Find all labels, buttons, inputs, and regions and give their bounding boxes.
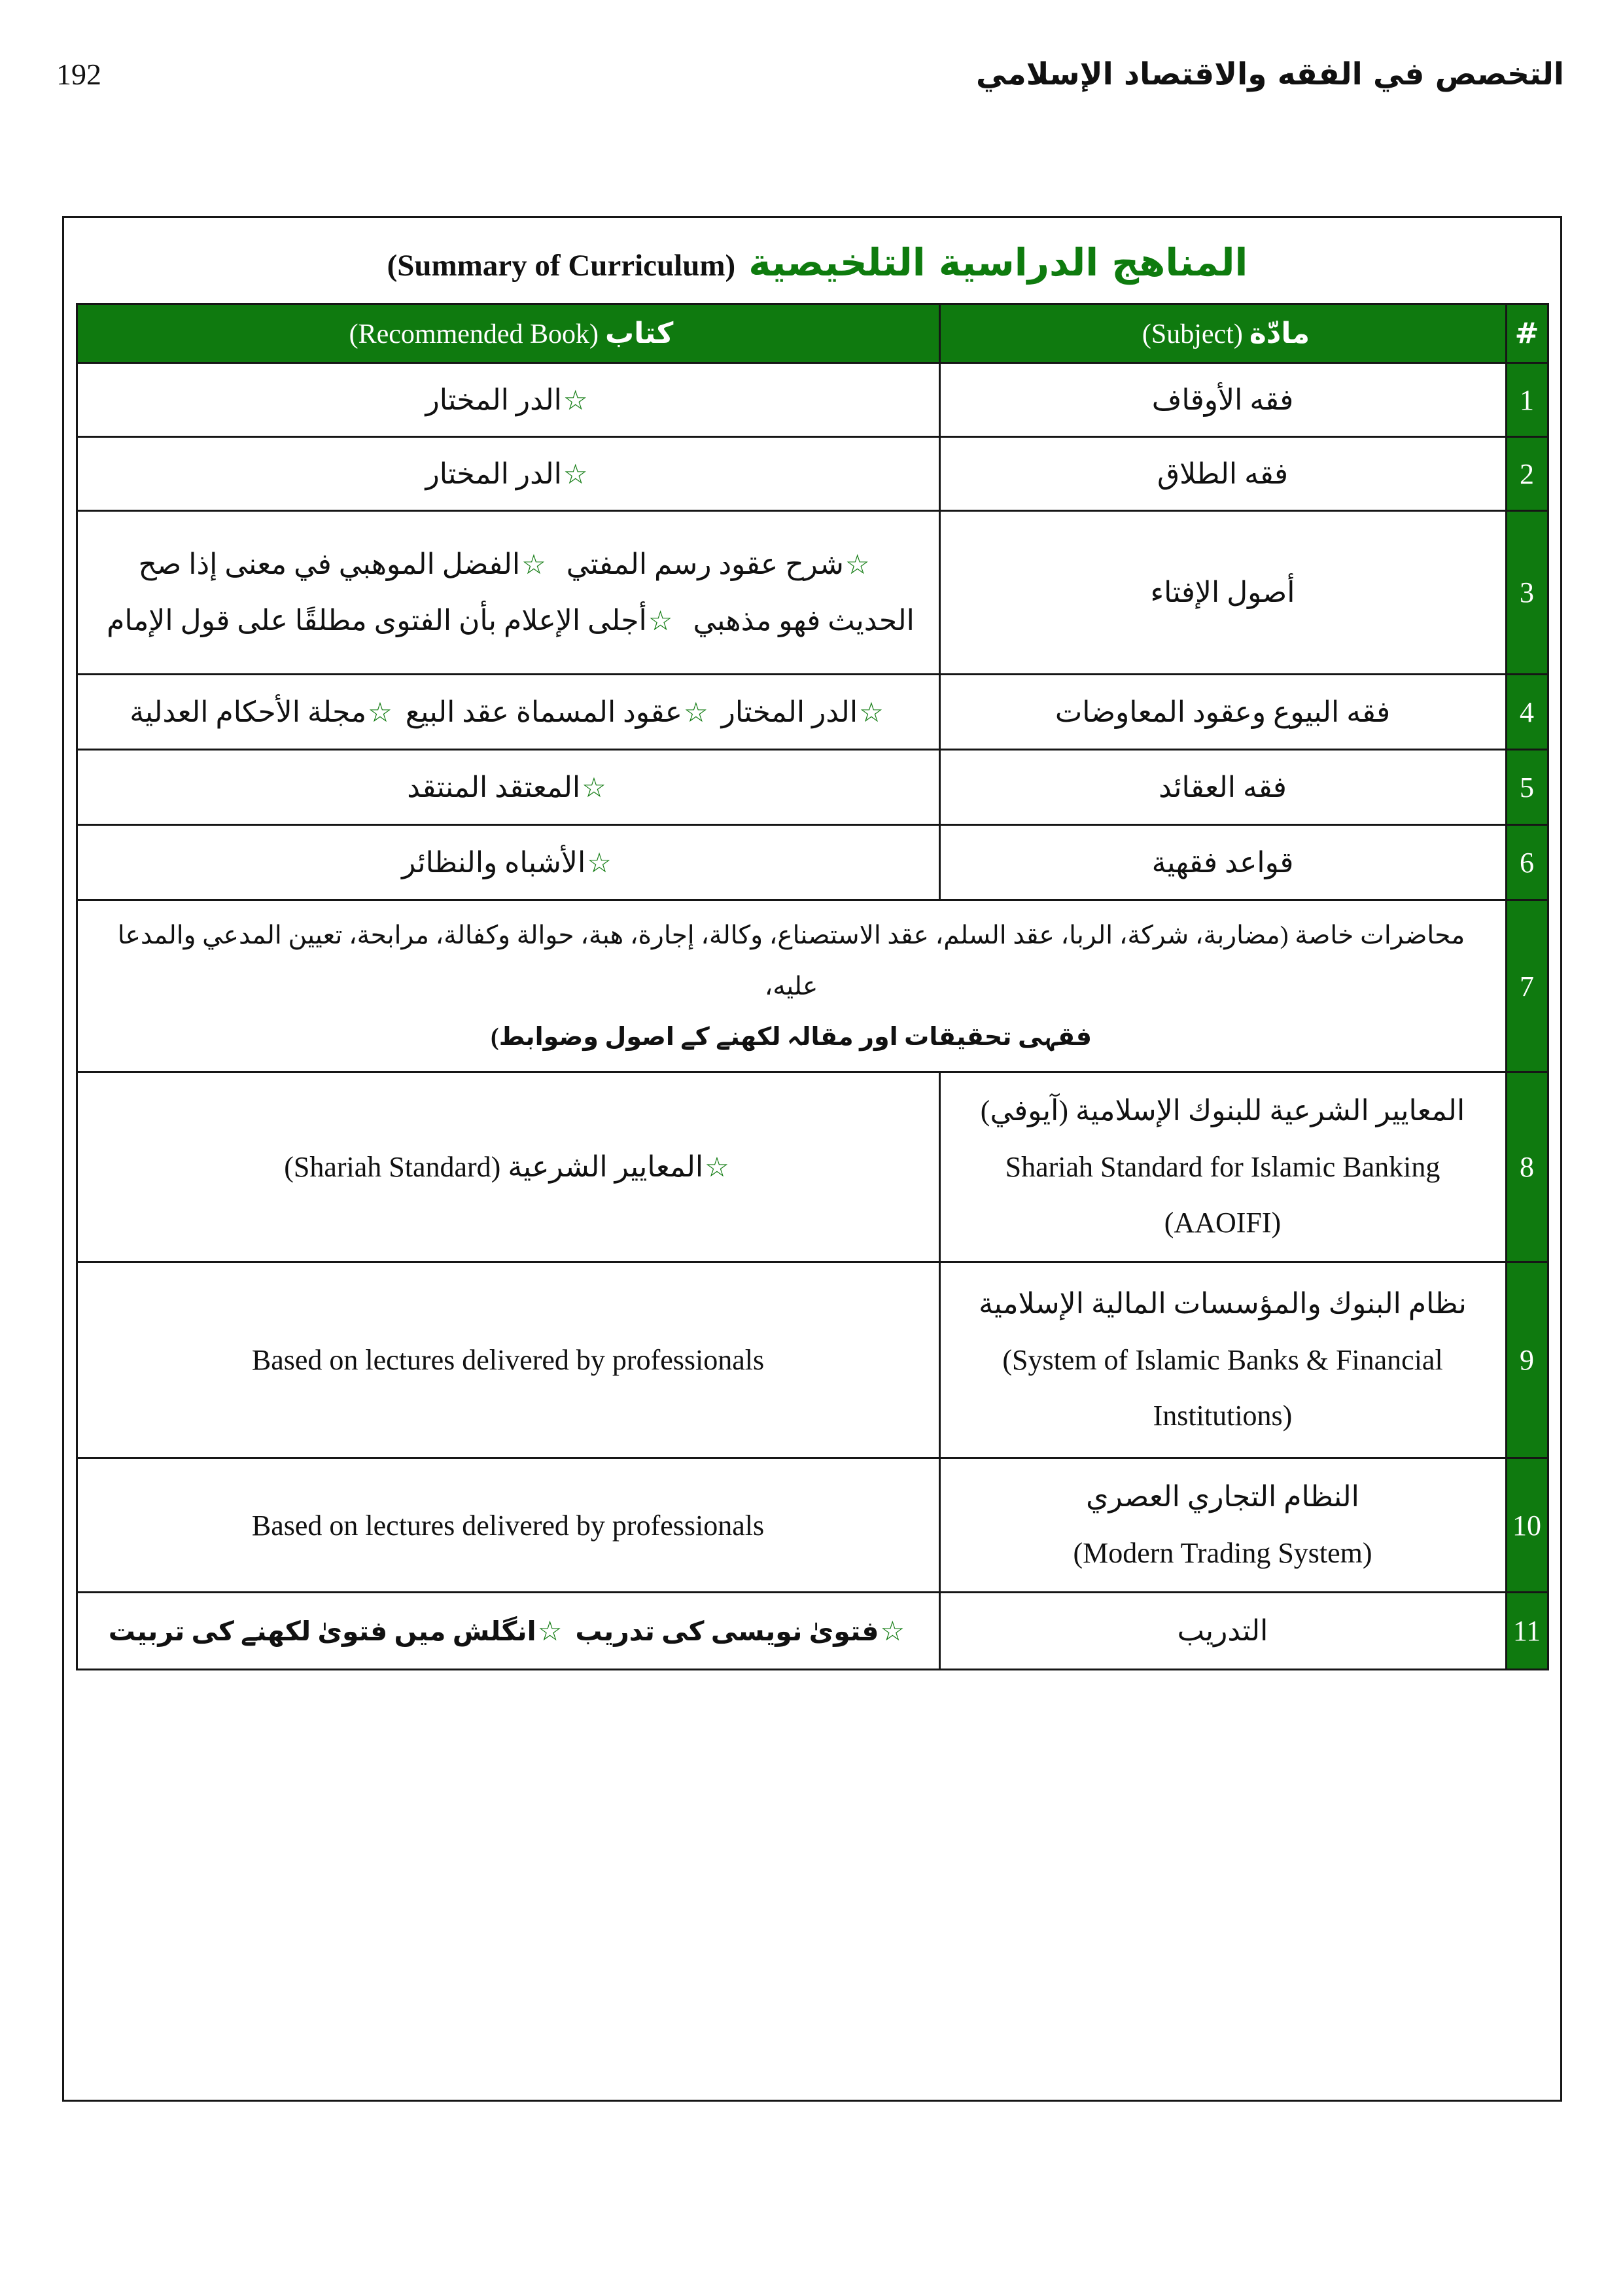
book-item	[402, 847, 614, 879]
book-item	[130, 696, 394, 728]
book-title: فتویٰ نویسی کی تدریب	[575, 1616, 879, 1646]
table-row	[77, 900, 1548, 1072]
book-title: الدر المختار	[425, 383, 562, 416]
special-lectures-line-arabic: محاضرات خاصة (مضاربة، شركة، الربا، عقد السلم، عقد الاستصناع، وكالة، إجارة، هبة، حوالة وكفالة، مرابحة، تعيين المدعي والمدعا عليه،	[117, 921, 1465, 1000]
book-title: الأشباه والنظائر	[402, 846, 586, 879]
book-title: المعايير الشرعية	[508, 1151, 704, 1183]
special-lectures-line-urdu: فقہی تحقیقات اور مقالہ لکھنے کے اصول وضوابط)	[491, 1023, 1092, 1051]
table-row	[77, 437, 1548, 511]
column-header-number: #	[1506, 304, 1548, 363]
star-icon: ☆	[845, 548, 870, 580]
book-title: شرح عقود رسم المفتي	[566, 548, 844, 580]
subject-cell: قواعد فقهية	[939, 825, 1506, 900]
table-row	[77, 1458, 1548, 1593]
table-row	[77, 363, 1548, 437]
table-row	[77, 825, 1548, 900]
subject-line-arabic: نظام البنوك والمؤسسات المالية الإسلامية	[979, 1287, 1467, 1320]
row-number: 9	[1506, 1262, 1548, 1458]
book-title: عقود المسماة عقد البيع	[405, 696, 683, 728]
subject-cell	[939, 1458, 1506, 1593]
row-number: 6	[1506, 825, 1548, 900]
curriculum-title	[64, 240, 1560, 285]
star-icon: ☆	[684, 696, 708, 728]
book-cell	[77, 1072, 939, 1262]
book-cell	[77, 825, 939, 900]
page-number: 192	[56, 58, 101, 91]
subject-line-english: (System of Islamic Banks & Financial Institutions)	[1002, 1343, 1443, 1432]
star-icon: ☆	[705, 1151, 729, 1183]
row-number: 3	[1506, 511, 1548, 675]
table-row	[77, 1072, 1548, 1262]
star-icon: ☆	[582, 771, 606, 804]
book-note: Based on lectures delivered by professionals	[251, 1509, 765, 1542]
book-title: مجلة الأحكام العدلية	[130, 696, 367, 728]
row-number: 11	[1506, 1593, 1548, 1670]
subject-line-arabic: المعايير الشرعية للبنوك الإسلامية (آيوفي)	[980, 1094, 1465, 1127]
table-row	[77, 1593, 1548, 1670]
column-header-subject	[939, 304, 1506, 363]
book-cell	[77, 363, 939, 437]
book-title: أجلى الإعلام بأن الفتوى مطلقًا على قول الإمام	[107, 604, 647, 637]
subject-cell: فقه الأوقاف	[939, 363, 1506, 437]
book-item	[109, 1616, 565, 1646]
subject-cell: أصول الإفتاء	[939, 511, 1506, 675]
row-number: 1	[1506, 363, 1548, 437]
special-lectures-cell	[77, 900, 1506, 1072]
column-header-subject-arabic: مادّة	[1249, 317, 1310, 350]
table-row	[77, 675, 1548, 750]
star-icon: ☆	[859, 696, 884, 728]
subject-cell	[939, 1262, 1506, 1458]
column-header-book	[77, 304, 939, 363]
subject-cell	[939, 1072, 1506, 1262]
subject-cell: فقه البيوع وعقود المعاوضات	[939, 675, 1506, 750]
book-item	[107, 605, 675, 637]
subject-cell: فقه العقائد	[939, 750, 1506, 825]
table-header-row	[77, 304, 1548, 363]
book-item	[407, 771, 609, 804]
table-row	[77, 750, 1548, 825]
row-number: 5	[1506, 750, 1548, 825]
row-number: 10	[1506, 1458, 1548, 1593]
curriculum-title-arabic: المناهج الدراسية التلخيصية	[748, 240, 1248, 285]
star-icon: ☆	[648, 604, 673, 637]
book-item	[406, 696, 711, 728]
book-note: Based on lectures delivered by professionals	[251, 1344, 765, 1376]
book-title: الفضل الموهبي في معنى إذا صح الحديث فهو مذهبي	[138, 548, 915, 637]
star-icon: ☆	[521, 548, 546, 580]
book-cell	[77, 1593, 939, 1670]
book-title: الدر المختار	[425, 457, 562, 490]
book-title-english: (Shariah Standard)	[284, 1151, 501, 1183]
row-number: 4	[1506, 675, 1548, 750]
subject-line-arabic: النظام التجاري العصري	[1086, 1481, 1359, 1513]
book-cell	[77, 1458, 939, 1593]
row-number: 8	[1506, 1072, 1548, 1262]
book-item	[425, 458, 590, 490]
book-cell	[77, 437, 939, 511]
star-icon: ☆	[563, 457, 588, 490]
curriculum-title-english: (Summary of Curriculum)	[387, 249, 736, 283]
curriculum-box	[62, 216, 1562, 2102]
book-item	[425, 384, 590, 416]
book-cell	[77, 1262, 939, 1458]
column-header-book-arabic: كتاب	[605, 317, 674, 350]
row-number: 2	[1506, 437, 1548, 511]
subject-line-english: (Modern Trading System)	[1073, 1537, 1372, 1569]
book-title: المعتقد المنتقد	[407, 771, 581, 804]
star-icon: ☆	[880, 1615, 905, 1647]
curriculum-table	[76, 303, 1549, 1670]
subject-cell: فقه الطلاق	[939, 437, 1506, 511]
book-item	[284, 1151, 732, 1183]
subject-line-english: (AAOIFI)	[1164, 1207, 1282, 1239]
star-icon: ☆	[587, 846, 612, 879]
column-header-subject-english: (Subject)	[1142, 319, 1243, 349]
book-cell	[77, 675, 939, 750]
book-cell	[77, 750, 939, 825]
subject-cell: التدريب	[939, 1593, 1506, 1670]
star-icon: ☆	[563, 383, 588, 416]
table-row	[77, 1262, 1548, 1458]
column-header-book-english: (Recommended Book)	[349, 319, 599, 349]
book-item	[567, 548, 873, 580]
star-icon: ☆	[537, 1615, 563, 1647]
page-top-header	[56, 56, 1564, 92]
book-cell	[77, 511, 939, 675]
row-number: 7	[1506, 900, 1548, 1072]
book-item	[722, 696, 886, 728]
book-title: الدر المختار	[721, 696, 858, 728]
book-title: انگلش میں فتویٰ لکھنے کی تربیت	[108, 1616, 536, 1646]
star-icon: ☆	[368, 696, 393, 728]
subject-line-english: Shariah Standard for Islamic Banking	[1005, 1150, 1440, 1183]
page-header-title: التخصص في الفقه والاقتصاد الإسلامي	[976, 56, 1564, 92]
book-item	[575, 1616, 907, 1646]
table-row	[77, 511, 1548, 675]
